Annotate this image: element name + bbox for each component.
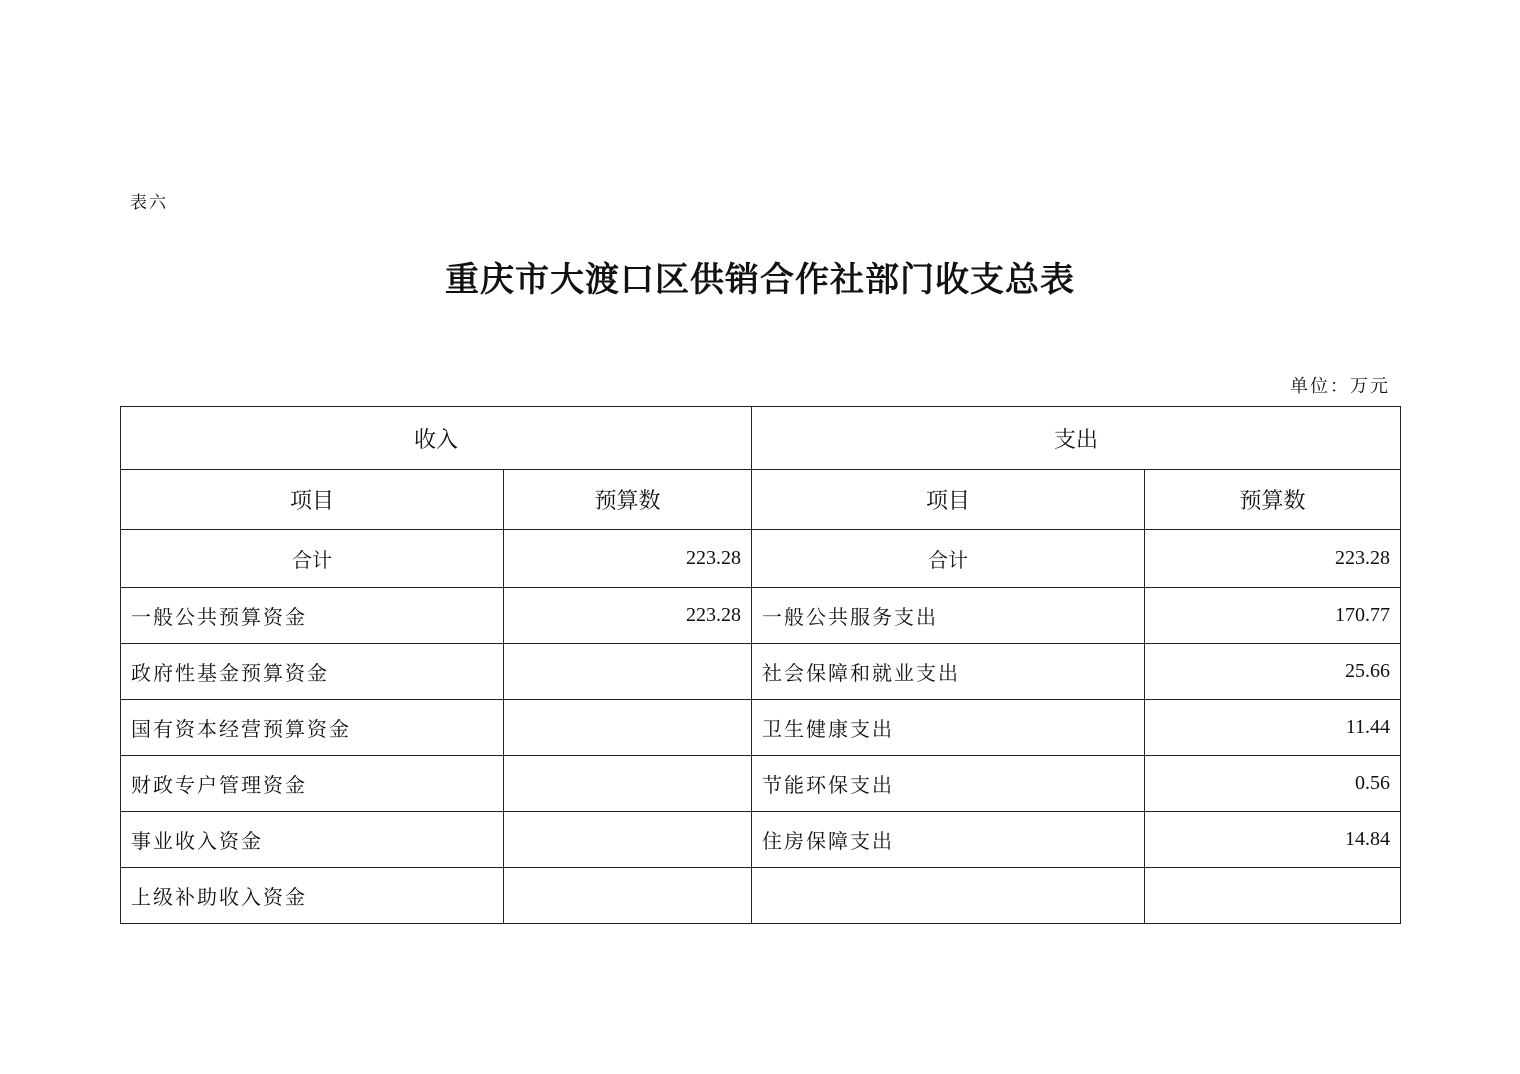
income-value-cell bbox=[504, 700, 752, 756]
budget-summary-table bbox=[120, 406, 1401, 924]
unit-label: 单位：万元 bbox=[1290, 376, 1390, 397]
total-row bbox=[121, 530, 1401, 588]
income-item-cell: 财政专户管理资金 bbox=[121, 756, 504, 812]
table-row bbox=[121, 812, 1401, 868]
income-total-value: 223.28 bbox=[504, 530, 752, 588]
income-section-header: 收入 bbox=[121, 407, 752, 470]
table-row bbox=[121, 644, 1401, 700]
expenditure-value-cell bbox=[1145, 868, 1401, 924]
income-total-label: 合计 bbox=[121, 530, 504, 588]
table-row bbox=[121, 588, 1401, 644]
section-header-row bbox=[121, 407, 1401, 470]
expenditure-value-cell: 0.56 bbox=[1145, 756, 1401, 812]
income-item-cell: 事业收入资金 bbox=[121, 812, 504, 868]
expenditure-budget-column-header: 预算数 bbox=[1145, 470, 1401, 530]
expenditure-value-cell: 170.77 bbox=[1145, 588, 1401, 644]
table-row bbox=[121, 700, 1401, 756]
expenditure-total-value: 223.28 bbox=[1145, 530, 1401, 588]
expenditure-value-cell: 14.84 bbox=[1145, 812, 1401, 868]
expenditure-value-cell: 25.66 bbox=[1145, 644, 1401, 700]
expenditure-item-cell bbox=[752, 868, 1145, 924]
expenditure-item-cell: 卫生健康支出 bbox=[752, 700, 1145, 756]
income-value-cell bbox=[504, 868, 752, 924]
document-title: 重庆市大渡口区供销合作社部门收支总表 bbox=[445, 260, 1075, 300]
income-budget-column-header: 预算数 bbox=[504, 470, 752, 530]
expenditure-item-cell: 住房保障支出 bbox=[752, 812, 1145, 868]
table-row bbox=[121, 756, 1401, 812]
income-item-column-header: 项目 bbox=[121, 470, 504, 530]
income-item-cell: 一般公共预算资金 bbox=[121, 588, 504, 644]
table-number: 表六 bbox=[130, 193, 168, 213]
income-item-cell: 政府性基金预算资金 bbox=[121, 644, 504, 700]
income-item-cell: 上级补助收入资金 bbox=[121, 868, 504, 924]
expenditure-section-header: 支出 bbox=[752, 407, 1401, 470]
income-value-cell bbox=[504, 812, 752, 868]
expenditure-value-cell: 11.44 bbox=[1145, 700, 1401, 756]
column-header-row bbox=[121, 470, 1401, 530]
expenditure-item-cell: 节能环保支出 bbox=[752, 756, 1145, 812]
expenditure-item-cell: 一般公共服务支出 bbox=[752, 588, 1145, 644]
income-item-cell: 国有资本经营预算资金 bbox=[121, 700, 504, 756]
income-value-cell bbox=[504, 644, 752, 700]
expenditure-total-label: 合计 bbox=[752, 530, 1145, 588]
income-value-cell bbox=[504, 756, 752, 812]
expenditure-item-column-header: 项目 bbox=[752, 470, 1145, 530]
income-value-cell: 223.28 bbox=[504, 588, 752, 644]
table-row bbox=[121, 868, 1401, 924]
expenditure-item-cell: 社会保障和就业支出 bbox=[752, 644, 1145, 700]
